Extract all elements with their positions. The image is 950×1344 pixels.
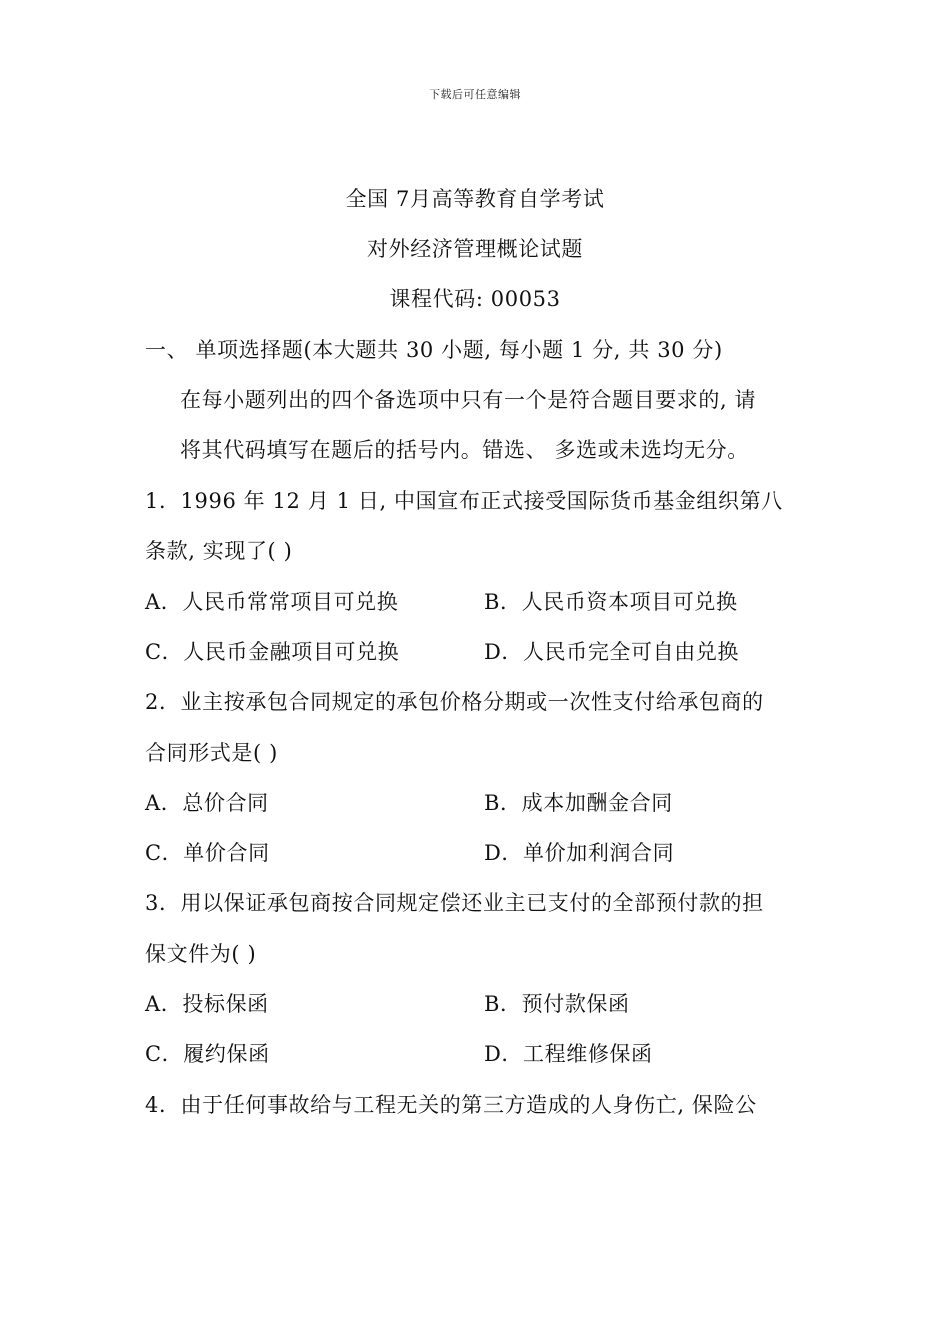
option-b: B．人民币资本项目可兑换 xyxy=(484,590,738,614)
question-stem-line: 合同形式是( ) xyxy=(145,741,278,765)
section-instructions-line-1: 在每小题列出的四个备选项中只有一个是符合题目要求的, 请 xyxy=(180,388,757,412)
exam-subtitle: 对外经济管理概论试题 xyxy=(367,237,583,261)
question-stem-line: 保文件为( ) xyxy=(145,942,257,966)
option-a: A．投标保函 xyxy=(145,992,269,1016)
header-note: 下载后可任意编辑 xyxy=(429,88,521,101)
option-c: C．人民币金融项目可兑换 xyxy=(145,640,400,664)
section-instructions-line-2: 将其代码填写在题后的括号内。错选、 多选或未选均无分。 xyxy=(180,438,749,462)
option-c: C．单价合同 xyxy=(145,841,270,865)
question-stem-line: 条款, 实现了( ) xyxy=(145,539,293,563)
option-d: D．单价加利润合同 xyxy=(484,841,675,865)
option-b: B．预付款保函 xyxy=(484,992,630,1016)
question-stem-line: 1．1996 年 12 月 1 日, 中国宣布正式接受国际货币基金组织第八 xyxy=(145,489,783,513)
option-d: D．人民币完全可自由兑换 xyxy=(484,640,740,664)
option-c: C．履约保函 xyxy=(145,1042,270,1066)
question-stem-line: 2．业主按承包合同规定的承包价格分期或一次性支付给承包商的 xyxy=(145,690,764,714)
option-b: B．成本加酬金合同 xyxy=(484,791,673,815)
section-heading: 一、 单项选择题(本大题共 30 小题, 每小题 1 分, 共 30 分) xyxy=(145,338,723,362)
option-d: D．工程维修保函 xyxy=(484,1042,653,1066)
question-stem-line: 4．由于任何事故给与工程无关的第三方造成的人身伤亡, 保险公 xyxy=(145,1093,757,1117)
option-a: A．总价合同 xyxy=(145,791,269,815)
option-a: A．人民币常常项目可兑换 xyxy=(145,590,399,614)
course-code: 课程代码: 00053 xyxy=(389,287,561,311)
exam-title: 全国 7月高等教育自学考试 xyxy=(345,187,605,211)
question-stem-line: 3．用以保证承包商按合同规定偿还业主已支付的全部预付款的担 xyxy=(145,891,764,915)
